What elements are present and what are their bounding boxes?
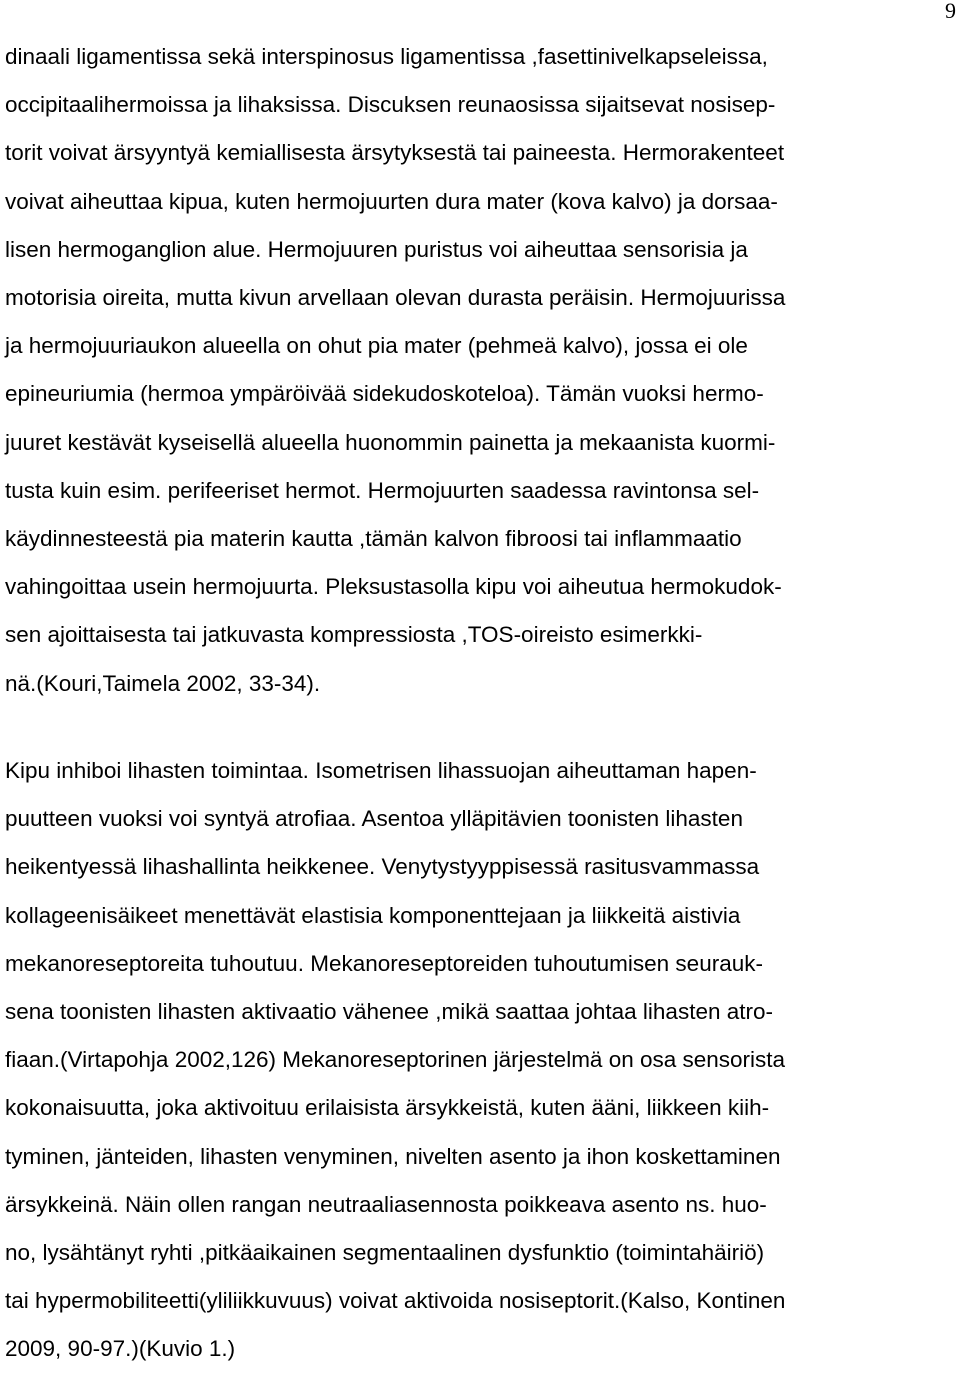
text-line: mekanoreseptoreita tuhoutuu. Mekanoreseptoreiden tuhoutumisen seurauk- bbox=[5, 950, 763, 976]
text-line: kollageenisäikeet menettävät elastisia komponenttejaan ja liikkeitä aistivia bbox=[5, 902, 741, 928]
text-line: tusta kuin esim. perifeeriset hermot. Hermojuurten saadessa ravintonsa sel- bbox=[5, 477, 760, 503]
text-line: ja hermojuuriaukon alueella on ohut pia mater (pehmeä kalvo), jossa ei ole bbox=[5, 333, 748, 359]
text-line: sen ajoittaisesta tai jatkuvasta kompressiosta ,TOS-oireisto esimerkki- bbox=[5, 622, 703, 648]
text-line: heikentyessä lihashallinta heikkenee. Venytystyyppisessä rasitusvammassa bbox=[5, 854, 760, 880]
text-line: puutteen vuoksi voi syntyä atrofiaa. Asentoa ylläpitävien toonisten lihasten bbox=[5, 806, 743, 832]
body-paragraph-1 bbox=[5, 33, 955, 708]
text-line: tai hypermobiliteetti(yliliikkuvuus) voivat aktivoida nosiseptorit.(Kalso, Kontinen bbox=[5, 1288, 786, 1314]
body-paragraph-2 bbox=[5, 747, 955, 1374]
text-line: sena toonisten lihasten aktivaatio vähenee ,mikä saattaa johtaa lihasten atro- bbox=[5, 999, 773, 1025]
text-line: motorisia oireita, mutta kivun arvellaan olevan durasta peräisin. Hermojuurissa bbox=[5, 285, 786, 311]
text-line: kokonaisuutta, joka aktivoituu erilaisista ärsykkeistä, kuten ääni, liikkeen kiih- bbox=[5, 1095, 770, 1121]
text-line: dinaali ligamentissa sekä interspinosus ligamentissa ,fasettinivelkapseleissa, bbox=[5, 44, 768, 69]
text-line: tyminen, jänteiden, lihasten venyminen, nivelten asento ja ihon koskettaminen bbox=[5, 1143, 781, 1169]
text-line: Kipu inhiboi lihasten toimintaa. Isometrisen lihassuojan aiheuttaman hapen- bbox=[5, 758, 757, 783]
page-number: 9 bbox=[945, 0, 956, 23]
text-line: fiaan.(Virtapohja 2002,126) Mekanoreseptorinen järjestelmä on osa sensorista bbox=[5, 1047, 786, 1073]
text-line: käydinnesteestä pia materin kautta ,tämän kalvon fibroosi tai inflammaatio bbox=[5, 526, 742, 552]
text-line: voivat aiheuttaa kipua, kuten hermojuurten dura mater (kova kalvo) ja dorsaa- bbox=[5, 188, 778, 214]
text-line: vahingoittaa usein hermojuurta. Pleksustasolla kipu voi aiheutua hermokudok- bbox=[5, 574, 782, 600]
text-line: lisen hermoganglion alue. Hermojuuren puristus voi aiheuttaa sensorisia ja bbox=[5, 236, 748, 262]
text-line: juuret kestävät kyseisellä alueella huonommin painetta ja mekaanista kuormi- bbox=[5, 429, 776, 455]
text-line: torit voivat ärsyyntyä kemiallisesta ärsytyksestä tai paineesta. Hermorakenteet bbox=[5, 140, 785, 166]
text-line: no, lysähtänyt ryhti ,pitkäaikainen segmentaalinen dysfunktio (toimintahäiriö) bbox=[5, 1240, 765, 1266]
text-line: occipitaalihermoissa ja lihaksissa. Discuksen reunaosissa sijaitsevat nosisep- bbox=[5, 92, 776, 118]
text-line: ärsykkeinä. Näin ollen rangan neutraaliasennosta poikkeava asento ns. huo- bbox=[5, 1191, 767, 1217]
text-line: 2009, 90-97.)(Kuvio 1.) bbox=[5, 1336, 236, 1362]
text-line: epineuriumia (hermoa ympäröivää sidekudoskoteloa). Tämän vuoksi hermo- bbox=[5, 381, 764, 407]
text-line: nä.(Kouri,Taimela 2002, 33-34). bbox=[5, 670, 321, 696]
